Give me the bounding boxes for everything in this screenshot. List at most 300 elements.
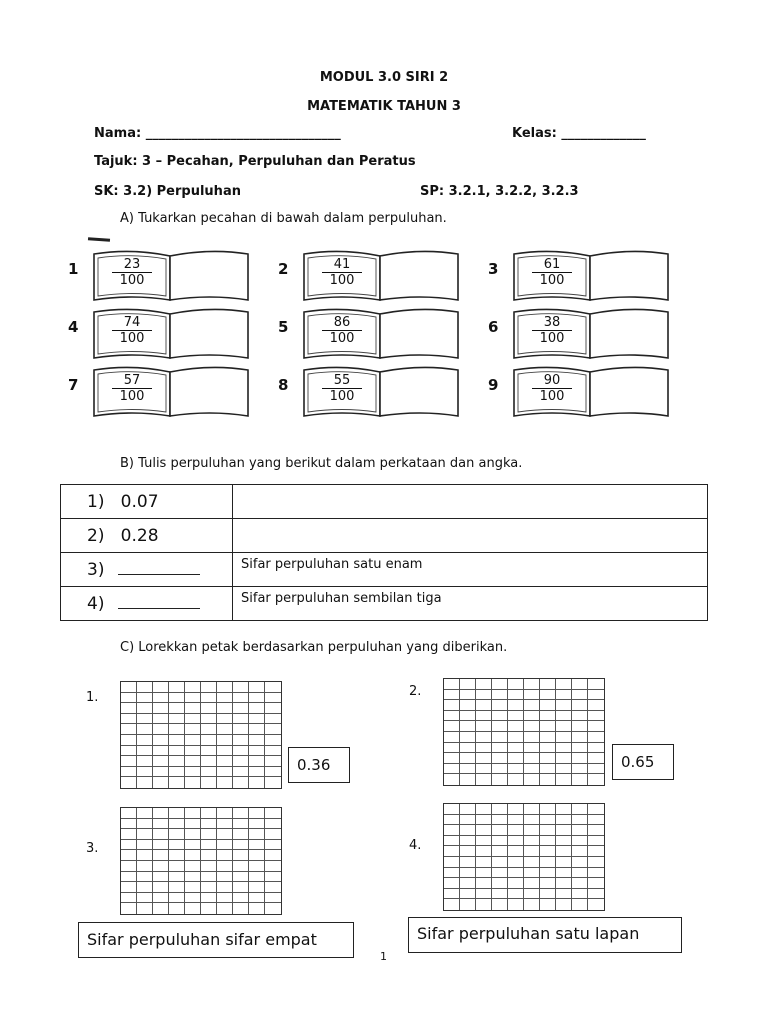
grid-cell[interactable]	[508, 836, 524, 847]
grid-cell[interactable]	[121, 893, 137, 904]
grid-cell[interactable]	[588, 825, 604, 836]
grid-cell[interactable]	[185, 693, 201, 704]
grid-cell[interactable]	[572, 711, 588, 722]
grid-cell[interactable]	[137, 735, 153, 746]
grid-cell[interactable]	[169, 840, 185, 851]
grid-cell[interactable]	[121, 872, 137, 883]
hundred-grid-2[interactable]	[443, 678, 605, 786]
hundred-grid-4[interactable]	[443, 803, 605, 911]
grid-cell[interactable]	[233, 850, 249, 861]
grid-cell[interactable]	[524, 679, 540, 690]
grid-cell[interactable]	[169, 693, 185, 704]
grid-cell[interactable]	[201, 840, 217, 851]
grid-cell[interactable]	[460, 732, 476, 743]
grid-cell[interactable]	[153, 767, 169, 778]
grid-cell[interactable]	[540, 878, 556, 889]
grid-cell[interactable]	[153, 882, 169, 893]
grid-cell[interactable]	[588, 690, 604, 701]
grid-cell[interactable]	[556, 721, 572, 732]
grid-cell[interactable]	[524, 868, 540, 879]
grid-cell[interactable]	[540, 690, 556, 701]
grid-cell[interactable]	[508, 815, 524, 826]
grid-cell[interactable]	[572, 836, 588, 847]
grid-cell[interactable]	[201, 819, 217, 830]
grid-cell[interactable]	[249, 714, 265, 725]
grid-cell[interactable]	[249, 882, 265, 893]
grid-cell[interactable]	[556, 764, 572, 775]
grid-cell[interactable]	[217, 756, 233, 767]
grid-cell[interactable]	[233, 714, 249, 725]
grid-cell[interactable]	[169, 893, 185, 904]
grid-cell[interactable]	[169, 735, 185, 746]
grid-cell[interactable]	[121, 882, 137, 893]
grid-cell[interactable]	[201, 746, 217, 757]
grid-cell[interactable]	[476, 690, 492, 701]
grid-cell[interactable]	[492, 743, 508, 754]
grid-cell[interactable]	[508, 774, 524, 785]
grid-cell[interactable]	[137, 850, 153, 861]
grid-cell[interactable]	[233, 682, 249, 693]
grid-cell[interactable]	[540, 764, 556, 775]
grid-cell[interactable]	[444, 899, 460, 910]
grid-cell[interactable]	[217, 714, 233, 725]
grid-cell[interactable]	[185, 893, 201, 904]
grid-cell[interactable]	[185, 840, 201, 851]
grid-cell[interactable]	[217, 735, 233, 746]
grid-cell[interactable]	[524, 815, 540, 826]
grid-cell[interactable]	[153, 682, 169, 693]
grid-cell[interactable]	[572, 732, 588, 743]
grid-cell[interactable]	[556, 878, 572, 889]
grid-cell[interactable]	[588, 857, 604, 868]
grid-cell[interactable]	[556, 836, 572, 847]
grid-cell[interactable]	[524, 899, 540, 910]
grid-cell[interactable]	[460, 700, 476, 711]
grid-cell[interactable]	[185, 861, 201, 872]
answer-space[interactable]	[594, 258, 664, 296]
grid-cell[interactable]	[492, 700, 508, 711]
grid-cell[interactable]	[524, 700, 540, 711]
grid-cell[interactable]	[444, 711, 460, 722]
grid-cell[interactable]	[265, 682, 281, 693]
grid-cell[interactable]	[476, 846, 492, 857]
grid-cell[interactable]	[588, 815, 604, 826]
grid-cell[interactable]	[185, 714, 201, 725]
grid-cell[interactable]	[476, 700, 492, 711]
grid-cell[interactable]	[249, 903, 265, 914]
grid-cell[interactable]	[153, 840, 169, 851]
grid-cell[interactable]	[217, 829, 233, 840]
grid-cell[interactable]	[265, 893, 281, 904]
grid-cell[interactable]	[572, 679, 588, 690]
grid-cell[interactable]	[460, 774, 476, 785]
grid-cell[interactable]	[153, 724, 169, 735]
grid-cell[interactable]	[265, 872, 281, 883]
grid-cell[interactable]	[508, 899, 524, 910]
grid-cell[interactable]	[508, 679, 524, 690]
grid-cell[interactable]	[265, 777, 281, 788]
grid-cell[interactable]	[185, 819, 201, 830]
grid-cell[interactable]	[265, 840, 281, 851]
grid-cell[interactable]	[233, 840, 249, 851]
grid-cell[interactable]	[444, 774, 460, 785]
grid-cell[interactable]	[185, 872, 201, 883]
grid-cell[interactable]	[121, 829, 137, 840]
grid-cell[interactable]	[137, 714, 153, 725]
grid-cell[interactable]	[249, 724, 265, 735]
grid-cell[interactable]	[201, 882, 217, 893]
grid-cell[interactable]	[201, 861, 217, 872]
grid-cell[interactable]	[540, 679, 556, 690]
grid-cell[interactable]	[556, 679, 572, 690]
grid-cell[interactable]	[524, 846, 540, 857]
grid-cell[interactable]	[508, 721, 524, 732]
grid-cell[interactable]	[153, 872, 169, 883]
grid-cell[interactable]	[508, 878, 524, 889]
grid-cell[interactable]	[556, 700, 572, 711]
grid-cell[interactable]	[460, 753, 476, 764]
grid-cell[interactable]	[121, 840, 137, 851]
grid-cell[interactable]	[460, 690, 476, 701]
grid-cell[interactable]	[588, 836, 604, 847]
grid-cell[interactable]	[185, 746, 201, 757]
grid-cell[interactable]	[508, 868, 524, 879]
grid-cell[interactable]	[153, 756, 169, 767]
grid-cell[interactable]	[572, 868, 588, 879]
grid-cell[interactable]	[233, 872, 249, 883]
grid-cell[interactable]	[460, 825, 476, 836]
grid-cell[interactable]	[201, 777, 217, 788]
grid-cell[interactable]	[185, 756, 201, 767]
grid-cell[interactable]	[185, 808, 201, 819]
grid-cell[interactable]	[233, 903, 249, 914]
grid-cell[interactable]	[137, 756, 153, 767]
grid-cell[interactable]	[476, 878, 492, 889]
grid-cell[interactable]	[121, 714, 137, 725]
grid-cell[interactable]	[201, 808, 217, 819]
grid-cell[interactable]	[217, 893, 233, 904]
answer-blank[interactable]	[118, 561, 200, 575]
grid-cell[interactable]	[233, 893, 249, 904]
grid-cell[interactable]	[588, 711, 604, 722]
grid-cell[interactable]	[444, 889, 460, 900]
grid-cell[interactable]	[444, 846, 460, 857]
grid-cell[interactable]	[249, 777, 265, 788]
grid-cell[interactable]	[217, 850, 233, 861]
grid-cell[interactable]	[444, 868, 460, 879]
grid-cell[interactable]	[169, 724, 185, 735]
grid-cell[interactable]	[572, 857, 588, 868]
grid-cell[interactable]	[265, 882, 281, 893]
grid-cell[interactable]	[540, 721, 556, 732]
grid-cell[interactable]	[476, 889, 492, 900]
grid-cell[interactable]	[201, 829, 217, 840]
grid-cell[interactable]	[588, 774, 604, 785]
grid-cell[interactable]	[588, 764, 604, 775]
grid-cell[interactable]	[233, 756, 249, 767]
grid-cell[interactable]	[201, 893, 217, 904]
grid-cell[interactable]	[153, 819, 169, 830]
grid-cell[interactable]	[556, 846, 572, 857]
grid-cell[interactable]	[556, 804, 572, 815]
grid-cell[interactable]	[492, 690, 508, 701]
grid-cell[interactable]	[169, 819, 185, 830]
grid-cell[interactable]	[169, 777, 185, 788]
grid-cell[interactable]	[524, 690, 540, 701]
grid-cell[interactable]	[476, 774, 492, 785]
grid-cell[interactable]	[137, 808, 153, 819]
grid-cell[interactable]	[508, 764, 524, 775]
answer-cell[interactable]	[233, 519, 708, 553]
grid-cell[interactable]	[540, 846, 556, 857]
grid-cell[interactable]	[540, 753, 556, 764]
grid-cell[interactable]	[121, 735, 137, 746]
grid-cell[interactable]	[444, 743, 460, 754]
grid-cell[interactable]	[233, 703, 249, 714]
grid-cell[interactable]	[265, 735, 281, 746]
grid-cell[interactable]	[121, 724, 137, 735]
name-field[interactable]: Nama: ______________________________	[94, 126, 341, 141]
grid-cell[interactable]	[508, 743, 524, 754]
grid-cell[interactable]	[556, 815, 572, 826]
grid-cell[interactable]	[137, 682, 153, 693]
grid-cell[interactable]	[201, 682, 217, 693]
grid-cell[interactable]	[265, 746, 281, 757]
grid-cell[interactable]	[572, 753, 588, 764]
grid-cell[interactable]	[153, 850, 169, 861]
grid-cell[interactable]	[556, 753, 572, 764]
grid-cell[interactable]	[460, 889, 476, 900]
grid-cell[interactable]	[217, 808, 233, 819]
grid-cell[interactable]	[540, 836, 556, 847]
grid-cell[interactable]	[540, 889, 556, 900]
grid-cell[interactable]	[492, 868, 508, 879]
grid-cell[interactable]	[572, 700, 588, 711]
grid-cell[interactable]	[444, 721, 460, 732]
grid-cell[interactable]	[444, 700, 460, 711]
grid-cell[interactable]	[217, 903, 233, 914]
grid-cell[interactable]	[169, 861, 185, 872]
grid-cell[interactable]	[476, 743, 492, 754]
grid-cell[interactable]	[508, 804, 524, 815]
grid-cell[interactable]	[201, 735, 217, 746]
hundred-grid-1[interactable]	[120, 681, 282, 789]
grid-cell[interactable]	[588, 846, 604, 857]
grid-cell[interactable]	[233, 861, 249, 872]
grid-cell[interactable]	[524, 743, 540, 754]
grid-cell[interactable]	[476, 804, 492, 815]
grid-cell[interactable]	[233, 735, 249, 746]
grid-cell[interactable]	[233, 777, 249, 788]
grid-cell[interactable]	[153, 746, 169, 757]
grid-cell[interactable]	[476, 711, 492, 722]
grid-cell[interactable]	[233, 808, 249, 819]
grid-cell[interactable]	[233, 693, 249, 704]
grid-cell[interactable]	[233, 829, 249, 840]
grid-cell[interactable]	[460, 711, 476, 722]
grid-cell[interactable]	[460, 743, 476, 754]
grid-cell[interactable]	[524, 825, 540, 836]
grid-cell[interactable]	[153, 714, 169, 725]
grid-cell[interactable]	[556, 825, 572, 836]
grid-cell[interactable]	[217, 777, 233, 788]
grid-cell[interactable]	[492, 899, 508, 910]
answer-space[interactable]	[384, 374, 454, 412]
grid-cell[interactable]	[169, 808, 185, 819]
grid-cell[interactable]	[249, 693, 265, 704]
grid-cell[interactable]	[556, 690, 572, 701]
grid-cell[interactable]	[249, 861, 265, 872]
grid-cell[interactable]	[121, 903, 137, 914]
grid-cell[interactable]	[137, 724, 153, 735]
grid-cell[interactable]	[121, 767, 137, 778]
grid-cell[interactable]	[233, 819, 249, 830]
grid-cell[interactable]	[201, 714, 217, 725]
grid-cell[interactable]	[524, 836, 540, 847]
grid-cell[interactable]	[492, 857, 508, 868]
grid-cell[interactable]	[169, 903, 185, 914]
grid-cell[interactable]	[265, 703, 281, 714]
grid-cell[interactable]	[265, 819, 281, 830]
grid-cell[interactable]	[153, 829, 169, 840]
grid-cell[interactable]	[476, 868, 492, 879]
grid-cell[interactable]	[572, 878, 588, 889]
grid-cell[interactable]	[121, 756, 137, 767]
grid-cell[interactable]	[508, 732, 524, 743]
grid-cell[interactable]	[460, 846, 476, 857]
grid-cell[interactable]	[588, 679, 604, 690]
grid-cell[interactable]	[524, 732, 540, 743]
grid-cell[interactable]	[460, 679, 476, 690]
grid-cell[interactable]	[201, 872, 217, 883]
grid-cell[interactable]	[217, 767, 233, 778]
grid-cell[interactable]	[137, 746, 153, 757]
grid-cell[interactable]	[121, 703, 137, 714]
grid-cell[interactable]	[265, 693, 281, 704]
grid-cell[interactable]	[540, 804, 556, 815]
grid-cell[interactable]	[556, 743, 572, 754]
grid-cell[interactable]	[121, 861, 137, 872]
grid-cell[interactable]	[265, 850, 281, 861]
grid-cell[interactable]	[153, 735, 169, 746]
grid-cell[interactable]	[572, 804, 588, 815]
grid-cell[interactable]	[153, 861, 169, 872]
grid-cell[interactable]	[137, 872, 153, 883]
grid-cell[interactable]	[137, 693, 153, 704]
grid-cell[interactable]	[185, 882, 201, 893]
grid-cell[interactable]	[153, 893, 169, 904]
grid-cell[interactable]	[201, 903, 217, 914]
grid-cell[interactable]	[492, 774, 508, 785]
grid-cell[interactable]	[265, 724, 281, 735]
grid-cell[interactable]	[137, 840, 153, 851]
grid-cell[interactable]	[556, 774, 572, 785]
grid-cell[interactable]	[265, 861, 281, 872]
grid-cell[interactable]	[492, 679, 508, 690]
grid-cell[interactable]	[524, 804, 540, 815]
grid-cell[interactable]	[492, 846, 508, 857]
grid-cell[interactable]	[217, 693, 233, 704]
grid-cell[interactable]	[540, 815, 556, 826]
grid-cell[interactable]	[201, 756, 217, 767]
grid-cell[interactable]	[524, 774, 540, 785]
grid-cell[interactable]	[249, 893, 265, 904]
grid-cell[interactable]	[249, 819, 265, 830]
grid-cell[interactable]	[540, 732, 556, 743]
grid-cell[interactable]	[476, 732, 492, 743]
grid-cell[interactable]	[460, 878, 476, 889]
grid-cell[interactable]	[492, 836, 508, 847]
grid-cell[interactable]	[169, 746, 185, 757]
grid-cell[interactable]	[265, 829, 281, 840]
grid-cell[interactable]	[492, 764, 508, 775]
grid-cell[interactable]	[265, 714, 281, 725]
grid-cell[interactable]	[508, 753, 524, 764]
grid-cell[interactable]	[492, 711, 508, 722]
grid-cell[interactable]	[249, 767, 265, 778]
grid-cell[interactable]	[249, 850, 265, 861]
grid-cell[interactable]	[265, 767, 281, 778]
grid-cell[interactable]	[249, 735, 265, 746]
grid-cell[interactable]	[572, 774, 588, 785]
hundred-grid-3[interactable]	[120, 807, 282, 915]
grid-cell[interactable]	[185, 703, 201, 714]
grid-cell[interactable]	[524, 857, 540, 868]
grid-cell[interactable]	[460, 857, 476, 868]
grid-cell[interactable]	[460, 815, 476, 826]
grid-cell[interactable]	[588, 700, 604, 711]
grid-cell[interactable]	[137, 882, 153, 893]
grid-cell[interactable]	[153, 903, 169, 914]
grid-cell[interactable]	[476, 764, 492, 775]
grid-cell[interactable]	[588, 753, 604, 764]
grid-cell[interactable]	[185, 767, 201, 778]
grid-cell[interactable]	[492, 753, 508, 764]
grid-cell[interactable]	[169, 872, 185, 883]
grid-cell[interactable]	[185, 682, 201, 693]
grid-cell[interactable]	[508, 857, 524, 868]
grid-cell[interactable]	[185, 903, 201, 914]
grid-cell[interactable]	[137, 893, 153, 904]
grid-cell[interactable]	[249, 703, 265, 714]
grid-cell[interactable]	[233, 882, 249, 893]
grid-cell[interactable]	[524, 878, 540, 889]
grid-cell[interactable]	[217, 882, 233, 893]
grid-cell[interactable]	[540, 743, 556, 754]
grid-cell[interactable]	[508, 690, 524, 701]
grid-cell[interactable]	[444, 815, 460, 826]
grid-cell[interactable]	[492, 815, 508, 826]
grid-cell[interactable]	[460, 721, 476, 732]
grid-cell[interactable]	[572, 889, 588, 900]
grid-cell[interactable]	[460, 764, 476, 775]
grid-cell[interactable]	[169, 682, 185, 693]
grid-cell[interactable]	[233, 746, 249, 757]
grid-cell[interactable]	[185, 735, 201, 746]
grid-cell[interactable]	[169, 767, 185, 778]
grid-cell[interactable]	[169, 882, 185, 893]
grid-cell[interactable]	[444, 878, 460, 889]
grid-cell[interactable]	[476, 825, 492, 836]
grid-cell[interactable]	[249, 682, 265, 693]
grid-cell[interactable]	[572, 825, 588, 836]
grid-cell[interactable]	[137, 703, 153, 714]
grid-cell[interactable]	[556, 711, 572, 722]
grid-cell[interactable]	[444, 732, 460, 743]
grid-cell[interactable]	[588, 743, 604, 754]
grid-cell[interactable]	[169, 756, 185, 767]
grid-cell[interactable]	[444, 836, 460, 847]
